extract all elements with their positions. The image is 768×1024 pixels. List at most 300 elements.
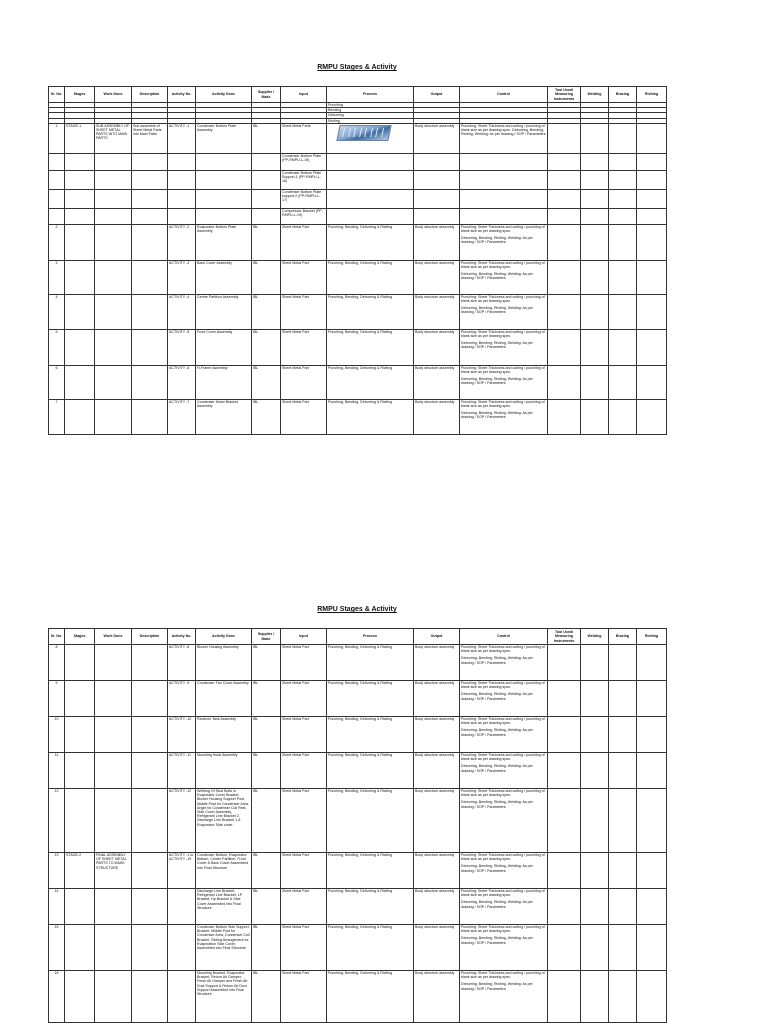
cell-act-done (196, 208, 252, 224)
cell-riviting (637, 681, 667, 717)
cell-process: Punching, Bending, Deburring & Riviting (327, 681, 414, 717)
cell-work (95, 170, 132, 189)
cell-work (95, 971, 132, 1023)
cell-act-no: ACTIVITY -3 (168, 260, 196, 294)
cell-welding (581, 294, 609, 329)
column-header: Input (281, 87, 327, 103)
cell-tools (548, 753, 581, 789)
cell-control (460, 717, 548, 753)
cell-input: Sheet Metal Part (281, 753, 327, 789)
cell-process: Punching, Bending, Deburring & Riviting (327, 399, 414, 434)
cell-act-done: Mounting Hook Assembly (196, 753, 252, 789)
cell-tools (548, 224, 581, 260)
cell-act-no: ACTIVITY -2 (168, 224, 196, 260)
table-row (49, 208, 667, 224)
cell-riviting (637, 365, 667, 399)
cell-sr: 6 (49, 365, 65, 399)
cell-output: Body structure assembly (414, 645, 460, 681)
table-row (49, 294, 667, 329)
cell-act-no: ACTIVITY -9 (168, 681, 196, 717)
cell-act-no (168, 889, 196, 925)
cell-stage (65, 224, 95, 260)
cell-desc (132, 889, 168, 925)
cell-desc (132, 645, 168, 681)
cell-stage (65, 329, 95, 365)
cell-riviting (637, 971, 667, 1023)
cell-welding (581, 170, 609, 189)
cell-brazing (609, 717, 637, 753)
cell-act-no (168, 971, 196, 1023)
table-row (49, 123, 667, 153)
cell-output: Body structure assembly (414, 260, 460, 294)
cell-act-done: Front Cover Assembly (196, 329, 252, 365)
cell-sr: 10 (49, 717, 65, 753)
cell-tools (548, 189, 581, 208)
column-header: Stages (65, 87, 95, 103)
cell-control (460, 365, 548, 399)
cell-tools (548, 853, 581, 889)
cell-control (460, 153, 548, 170)
cell-output: Body structure assembly (414, 925, 460, 971)
cell-process: Punching, Bending, Deburring & Riviting (327, 889, 414, 925)
cell-welding (581, 645, 609, 681)
column-header: Process (327, 87, 414, 103)
cell-riviting (637, 399, 667, 434)
cell-process: Punching, Bending, Deburring & Riviting (327, 260, 414, 294)
cell-welding (581, 329, 609, 365)
cell-output: Body structure assembly (414, 365, 460, 399)
cell-brazing (609, 853, 637, 889)
cell-output: Body structure assembly (414, 681, 460, 717)
cell-input: Sheet Metal Part (281, 971, 327, 1023)
cell-work (95, 925, 132, 971)
cell-work (95, 294, 132, 329)
cell-brazing (609, 789, 637, 853)
control-text: Deburring, Bending, Riviting, Welding: As per drawing / SOP / Parameters (461, 236, 533, 245)
cell-output: Body structure assembly (414, 853, 460, 889)
table-row (49, 224, 667, 260)
control-text: Punching: Sheet Thickness and cutting / punching of blank size as per drawing spec. (461, 399, 545, 409)
cell-input: Condenser Bottom Plate Support-1 (PP-RMPU-L-16) (281, 170, 327, 189)
cell-sr: 15 (49, 925, 65, 971)
table-row (49, 971, 667, 1023)
table-row (49, 189, 667, 208)
process-list-item: Punching (327, 103, 414, 108)
cell-act-done: Condenser Fan Cover Assembly (196, 681, 252, 717)
control-text: Deburring, Bending, Riviting, Welding: As per drawing / SOP / Parameters (461, 864, 533, 873)
cell-welding (581, 889, 609, 925)
cell-process (327, 170, 414, 189)
cell-input: Sheet Metal Part (281, 224, 327, 260)
cell-input: Sheet Metal Part (281, 789, 327, 853)
column-header: Activity No. (168, 87, 196, 103)
cell-sr (49, 153, 65, 170)
cell-act-no (168, 189, 196, 208)
cell-welding (581, 224, 609, 260)
cell-control (460, 329, 548, 365)
cell-supplier: IBL (252, 717, 281, 753)
table-row (49, 365, 667, 399)
cell-process: Punching, Bending, Deburring & Riviting (327, 365, 414, 399)
cell-act-done: Condenser Bottom Side Support Bracket, Middle Post for Condenser Area, Condenser Coil Bracket, Sliding Arrangement for Evaporation Side Cover, Assembled into Final Structure (196, 925, 252, 971)
cell-process: Punching, Bending, Deburring & Riviting (327, 971, 414, 1023)
cell-desc (132, 717, 168, 753)
cell-sr (49, 170, 65, 189)
cell-process: Punching, Bending, Deburring & Riviting (327, 224, 414, 260)
cell-desc (132, 189, 168, 208)
cell-stage (65, 170, 95, 189)
cell-sr: 7 (49, 399, 65, 434)
column-header: Output (414, 87, 460, 103)
cell-riviting (637, 294, 667, 329)
cell-sr: 9 (49, 681, 65, 717)
control-text: Deburring, Bending, Riviting, Welding: As per drawing / SOP / Parameters (461, 272, 533, 281)
cell-supplier: IBL (252, 329, 281, 365)
cell-work (95, 681, 132, 717)
cell-supplier: IBL (252, 645, 281, 681)
cell-output (414, 170, 460, 189)
cell-work (95, 889, 132, 925)
cell-sr: 2 (49, 224, 65, 260)
cell-welding (581, 925, 609, 971)
cell-control (460, 853, 548, 889)
cell-stage: STAGE-2 (65, 853, 95, 889)
cell-riviting (637, 260, 667, 294)
control-text: Deburring, Bending, Riviting, Welding: As per drawing / SOP / Parameters (461, 306, 533, 315)
page-title: RMPU Stages & Activity (317, 606, 397, 613)
cell-welding (581, 399, 609, 434)
cell-supplier: IBL (252, 889, 281, 925)
cell-supplier: IBL (252, 971, 281, 1023)
cell-process: Punching, Bending, Deburring & Riviting (327, 645, 414, 681)
cell-desc (132, 399, 168, 434)
cell-supplier: IBL (252, 224, 281, 260)
cell-work (95, 645, 132, 681)
cell-act-no: ACTIVITY -11 (168, 753, 196, 789)
cell-desc (132, 329, 168, 365)
control-text: Deburring, Bending, Riviting, Welding: As per drawing / SOP / Parameters (461, 692, 533, 701)
cell-act-no: ACTIVITY -1 (168, 123, 196, 153)
cell-act-no: ACTIVITY -6 (168, 365, 196, 399)
column-header: Process (327, 629, 414, 645)
page-title: RMPU Stages & Activity (317, 64, 397, 71)
cell-stage (65, 889, 95, 925)
cell-process: Punching, Bending, Deburring & Riviting (327, 753, 414, 789)
cell-desc: Sub assemble of Sheet Metal Parts into Main Parts (132, 123, 168, 153)
cell-output: Body structure assembly (414, 329, 460, 365)
cell-control (460, 123, 548, 153)
column-header: Brazing (609, 87, 637, 103)
cell-input: Sheet Metal Part (281, 294, 327, 329)
cell-act-done (196, 189, 252, 208)
cell-desc (132, 925, 168, 971)
table-row (49, 925, 667, 971)
cell-supplier (252, 153, 281, 170)
process-list-item: Riviting (327, 118, 414, 123)
control-text: Punching: Sheet Thickness and cutting / punching of blank size as per drawing spec. (461, 753, 545, 762)
cell-act-done: Welding Of Stud Bolts in Evaporator Cover Bracket, Blower Housing Support Post, Middle Post for Condenser Area, Angle for Condenser Coil Rest, Side Cover Assembly, Refrigerant Line Bracket 2, Discharge Line Bracket 1 & Evaporator Side cover (196, 789, 252, 853)
column-header: Welding (581, 87, 609, 103)
cell-process: Punching, Bending, Deburring & Riviting (327, 294, 414, 329)
control-text: Punching: Sheet Thickness and cutting / punching of blank size as per drawing spec. (461, 260, 545, 270)
cell-act-done: Centre Partition Assembly (196, 294, 252, 329)
control-text: Punching: Sheet Thickness and cutting / punching of blank size as per drawing spec. (461, 853, 545, 862)
cell-output: Body structure assembly (414, 971, 460, 1023)
cell-stage (65, 294, 95, 329)
control-text: Deburring, Bending, Riviting, Welding: As per drawing / SOP / Parameters (461, 764, 533, 773)
cell-supplier: IBL (252, 399, 281, 434)
cell-stage (65, 153, 95, 170)
cell-brazing (609, 123, 637, 153)
cell-work (95, 717, 132, 753)
cell-desc (132, 153, 168, 170)
cell-brazing (609, 208, 637, 224)
cell-sr: 3 (49, 260, 65, 294)
cell-desc (132, 971, 168, 1023)
control-text: Punching: Sheet Thickness and cutting / punching of blank size as per drawing spec. (461, 889, 545, 898)
cell-act-no (168, 170, 196, 189)
column-header: Sr. No. (49, 629, 65, 645)
cell-work (95, 153, 132, 170)
control-text: Punching: Sheet Thickness and cutting / punching of blank size as per drawing spec. Deburring, Bending, Riviting, Welding: As per drawing / SOP / Parameters (461, 123, 546, 137)
cell-desc (132, 260, 168, 294)
cell-output (414, 153, 460, 170)
cell-act-no: ACTIVITY -5 (168, 329, 196, 365)
cell-riviting (637, 925, 667, 971)
control-text: Punching: Sheet Thickness and cutting / punching of blank size as per drawing spec. (461, 329, 545, 339)
cell-brazing (609, 294, 637, 329)
control-text: Deburring, Bending, Riviting, Welding: As per drawing / SOP / Parameters (461, 341, 533, 350)
cell-supplier: IBL (252, 123, 281, 153)
cell-act-done: H-Frame Assembly (196, 365, 252, 399)
cell-brazing (609, 399, 637, 434)
cell-work (95, 789, 132, 853)
cell-supplier (252, 189, 281, 208)
cell-input: Sheet Metal Part (281, 853, 327, 889)
cell-brazing (609, 925, 637, 971)
cell-stage (65, 260, 95, 294)
control-text: Deburring, Bending, Riviting, Welding: As per drawing / SOP / Parameters (461, 936, 533, 945)
cell-supplier (252, 208, 281, 224)
cell-control (460, 224, 548, 260)
cell-sr: 14 (49, 889, 65, 925)
cell-tools (548, 329, 581, 365)
cell-desc (132, 294, 168, 329)
cell-act-done: Condenser Motor Bracket Assembly (196, 399, 252, 434)
cell-brazing (609, 889, 637, 925)
cell-stage (65, 681, 95, 717)
cell-riviting (637, 789, 667, 853)
cell-control (460, 170, 548, 189)
cell-welding (581, 681, 609, 717)
cell-act-done: Evaporator Bottom Plate Assembly (196, 224, 252, 260)
cell-process (327, 123, 414, 153)
cell-welding (581, 208, 609, 224)
cell-sr: 16 (49, 971, 65, 1023)
column-header: Supplier / Make (252, 629, 281, 645)
cell-control (460, 208, 548, 224)
cell-output: Body structure assembly (414, 753, 460, 789)
cell-stage (65, 753, 95, 789)
activity-table (48, 628, 667, 1023)
cell-output: Body structure assembly (414, 123, 460, 153)
table-row (49, 789, 667, 853)
cell-tools (548, 170, 581, 189)
process-list-item: Bending (327, 108, 414, 113)
cell-welding (581, 365, 609, 399)
cell-welding (581, 789, 609, 853)
column-header: Activity No. (168, 629, 196, 645)
cell-tools (548, 645, 581, 681)
control-text: Punching: Sheet Thickness and cutting / punching of blank size as per drawing spec. (461, 925, 545, 934)
process-list-item: Deburring (327, 113, 414, 118)
cell-sr: 12 (49, 789, 65, 853)
cell-riviting (637, 717, 667, 753)
cell-brazing (609, 329, 637, 365)
cell-supplier: IBL (252, 260, 281, 294)
cell-brazing (609, 189, 637, 208)
cell-act-done (196, 170, 252, 189)
table-row (49, 717, 667, 753)
cell-input: Sheet Metal Part (281, 365, 327, 399)
cell-sr (49, 189, 65, 208)
cell-act-done: Mounting Bracket, Evaporator Bracket, Return Air Damper, Fresh Air Damper and Fresh Air Duct Support & Return Air Duct Support Assembled into Final Structure (196, 971, 252, 1023)
cell-sr (49, 208, 65, 224)
cell-process (327, 153, 414, 170)
cell-sr: 5 (49, 329, 65, 365)
cell-act-no: ACTIVITY -8 (168, 645, 196, 681)
table-row (49, 260, 667, 294)
cell-brazing (609, 753, 637, 789)
column-header: Activity Done (196, 629, 252, 645)
cell-process (327, 189, 414, 208)
cell-act-no: ACTIVITY -12 (168, 789, 196, 853)
cell-work (95, 399, 132, 434)
cell-control (460, 889, 548, 925)
control-text: Deburring, Bending, Riviting, Welding: As per drawing / SOP / Parameters (461, 656, 533, 665)
cell-supplier: IBL (252, 753, 281, 789)
cell-work (95, 224, 132, 260)
cell-tools (548, 123, 581, 153)
cell-work (95, 189, 132, 208)
cell-control (460, 925, 548, 971)
table-row (49, 753, 667, 789)
cell-act-no: ACTIVITY -1 to ACTIVITY -19 (168, 853, 196, 889)
cell-output: Body structure assembly (414, 789, 460, 853)
cell-supplier: IBL (252, 681, 281, 717)
cell-welding (581, 260, 609, 294)
cell-desc (132, 681, 168, 717)
cell-input: Sheet Metal Part (281, 399, 327, 434)
control-text: Punching: Sheet Thickness and cutting / punching of blank size as per drawing spec. (461, 365, 545, 375)
cell-riviting (637, 153, 667, 170)
cell-output (414, 189, 460, 208)
cell-control (460, 189, 548, 208)
cell-supplier: IBL (252, 789, 281, 853)
column-header: Work Done (95, 629, 132, 645)
cell-input: Sheet Metal Part (281, 645, 327, 681)
cell-riviting (637, 123, 667, 153)
cell-act-done: Condenser Bottom, Evaporator Bottom, Center Partition, Front Cover & Back Cover Assembled into Final Structure (196, 853, 252, 889)
cell-desc (132, 365, 168, 399)
cell-desc (132, 208, 168, 224)
cell-welding (581, 971, 609, 1023)
column-header: Riviting (637, 87, 667, 103)
cell-welding (581, 853, 609, 889)
cell-riviting (637, 753, 667, 789)
cell-act-done: Condenser Bottom Plate Assembly (196, 123, 252, 153)
cell-stage (65, 717, 95, 753)
cell-supplier (252, 170, 281, 189)
cell-tools (548, 399, 581, 434)
cell-welding (581, 753, 609, 789)
table-row (49, 399, 667, 434)
cell-control (460, 789, 548, 853)
column-header: Control (460, 629, 548, 645)
cell-input: Sheet Metal Parts (281, 123, 327, 153)
cell-input: Sheet Metal Part (281, 260, 327, 294)
cell-work (95, 329, 132, 365)
table-row (49, 170, 667, 189)
table-row (49, 329, 667, 365)
cell-tools (548, 925, 581, 971)
column-header: Tool Used/ Measuring Instruments (548, 87, 581, 103)
cell-welding (581, 123, 609, 153)
cell-stage (65, 399, 95, 434)
cell-control (460, 645, 548, 681)
column-header: Stages (65, 629, 95, 645)
cell-stage (65, 645, 95, 681)
cell-supplier: IBL (252, 853, 281, 889)
cell-supplier: IBL (252, 925, 281, 971)
cell-process: Punching, Bending, Deburring & Riviting (327, 789, 414, 853)
cell-desc (132, 753, 168, 789)
cell-input: Sheet Metal Part (281, 717, 327, 753)
control-text: Punching: Sheet Thickness and cutting / punching of blank size as per drawing spec. (461, 789, 545, 798)
cell-sr: 11 (49, 753, 65, 789)
cell-stage (65, 189, 95, 208)
cell-input: Compressor Bracket (PP-RMPU-L-19) (281, 208, 327, 224)
table-row (49, 853, 667, 889)
cell-riviting (637, 224, 667, 260)
cell-output: Body structure assembly (414, 294, 460, 329)
cell-riviting (637, 170, 667, 189)
cell-tools (548, 260, 581, 294)
cell-desc (132, 170, 168, 189)
cell-riviting (637, 189, 667, 208)
cell-input: Condenser Bottom Plate (PP-RMPU-L-19) (281, 153, 327, 170)
cell-riviting (637, 329, 667, 365)
cell-tools (548, 208, 581, 224)
cell-brazing (609, 153, 637, 170)
cell-input: Sheet Metal Part (281, 329, 327, 365)
cell-output: Body structure assembly (414, 889, 460, 925)
cell-work (95, 365, 132, 399)
condenser-plate-image (336, 125, 391, 141)
cell-brazing (609, 365, 637, 399)
cell-riviting (637, 853, 667, 889)
cell-welding (581, 717, 609, 753)
cell-process: Punching, Bending, Deburring & Riviting (327, 853, 414, 889)
cell-input: Sheet Metal Part (281, 681, 327, 717)
cell-tools (548, 717, 581, 753)
cell-act-done: Back Cover Assembly (196, 260, 252, 294)
cell-act-done: Discharge Line Bracket, Refrigerant Line Bracket, LP Bracket, Hp Bracket & Side Cover Assembled into Final Structure (196, 889, 252, 925)
cell-stage: STAGE-1 (65, 123, 95, 153)
cell-stage (65, 971, 95, 1023)
cell-tools (548, 294, 581, 329)
table-row (49, 645, 667, 681)
